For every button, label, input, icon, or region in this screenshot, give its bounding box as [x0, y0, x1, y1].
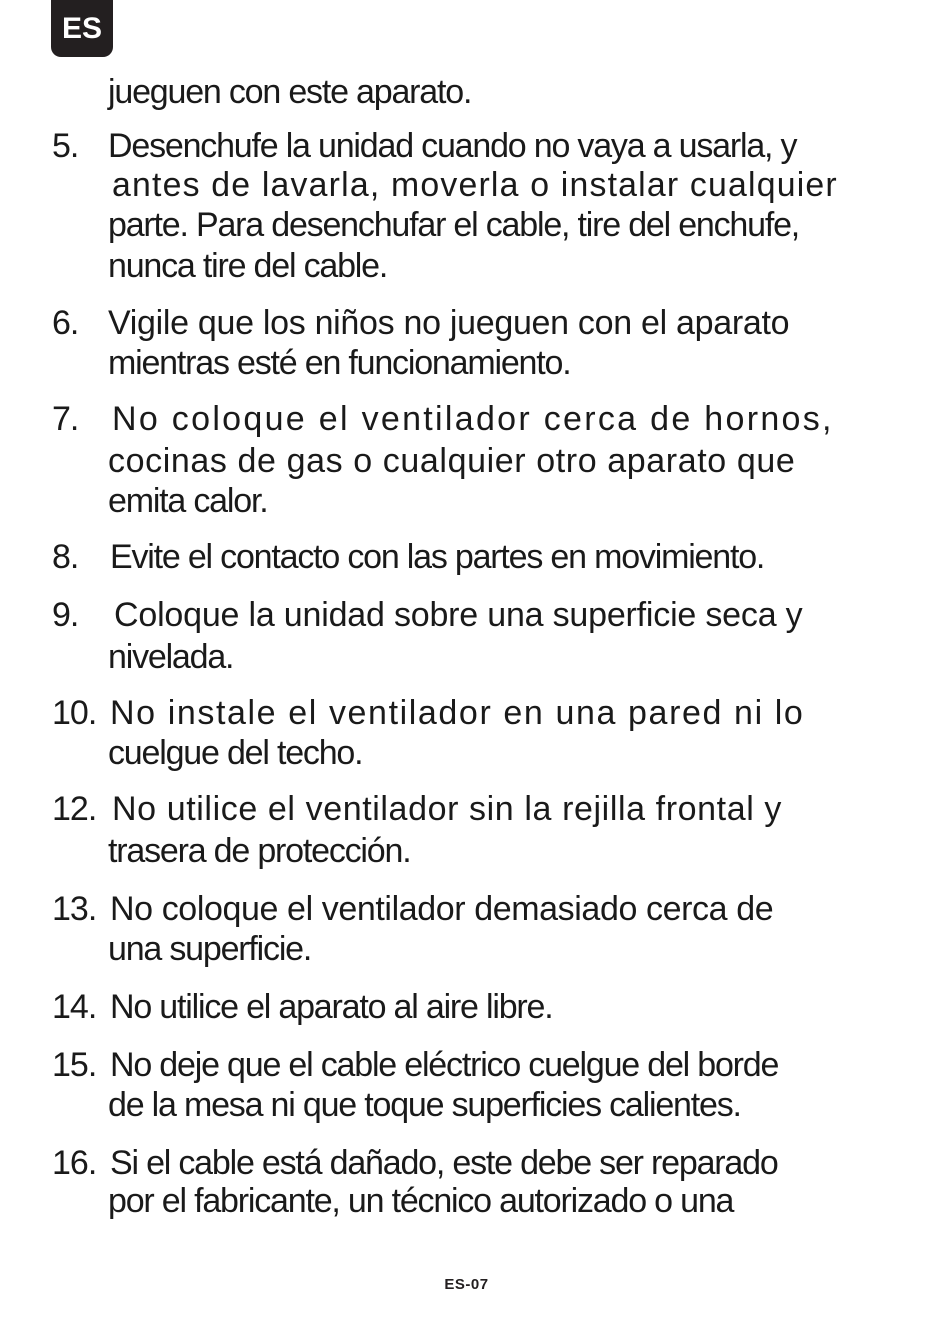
list-item-line: antes de lavarla, moverla o instalar cualquier: [112, 166, 838, 204]
list-item-line: parte. Para desenchufar el cable, tire del enchufe,: [108, 206, 800, 244]
list-item-line: No utilice el ventilador sin la rejilla frontal y: [112, 790, 783, 828]
list-item-line: por el fabricante, un técnico autorizado o una: [108, 1182, 734, 1220]
list-item-number: 9.: [52, 596, 79, 634]
list-item-line: cocinas de gas o cualquier otro aparato que: [108, 442, 796, 480]
language-badge: ES: [51, 0, 113, 57]
list-item-line: trasera de protección.: [108, 832, 411, 870]
list-item-line: jueguen con este aparato.: [108, 73, 472, 111]
list-item-number: 13.: [52, 890, 97, 928]
list-item-line: emita calor.: [108, 482, 268, 520]
list-item-number: 6.: [52, 304, 79, 342]
page-number: ES-07: [444, 1276, 489, 1293]
list-item-line: No deje que el cable eléctrico cuelgue del borde: [110, 1046, 779, 1084]
list-item-line: Evite el contacto con las partes en movimiento.: [110, 538, 765, 576]
list-item-number: 16.: [52, 1144, 97, 1182]
list-item-line: una superficie.: [108, 930, 312, 968]
list-item-line: mientras esté en funcionamiento.: [108, 344, 571, 382]
list-item-number: 5.: [52, 127, 79, 165]
list-item-number: 14.: [52, 988, 97, 1026]
list-item-line: Vigile que los niños no jueguen con el aparato: [108, 304, 790, 342]
list-item-number: 15.: [52, 1046, 97, 1084]
list-item-line: Si el cable está dañado, este debe ser reparado: [110, 1144, 778, 1182]
list-item-line: No utilice el aparato al aire libre.: [110, 988, 553, 1026]
list-item-line: cuelgue del techo.: [108, 734, 363, 772]
list-item-number: 10.: [52, 694, 97, 732]
list-item-number: 8.: [52, 538, 79, 576]
list-item-line: No instale el ventilador en una pared ni lo: [110, 694, 805, 732]
list-item-line: Coloque la unidad sobre una superficie seca y: [114, 596, 803, 634]
list-item-number: 12.: [52, 790, 97, 828]
list-item-number: 7.: [52, 400, 79, 438]
list-item-line: nunca tire del cable.: [108, 247, 388, 285]
list-item-line: nivelada.: [108, 638, 234, 676]
list-item-line: Desenchufe la unidad cuando no vaya a usarla, y: [108, 127, 797, 165]
list-item-line: No coloque el ventilador demasiado cerca de: [110, 890, 774, 928]
list-item-line: de la mesa ni que toque superficies calientes.: [108, 1086, 741, 1124]
list-item-line: No coloque el ventilador cerca de hornos,: [112, 400, 834, 438]
